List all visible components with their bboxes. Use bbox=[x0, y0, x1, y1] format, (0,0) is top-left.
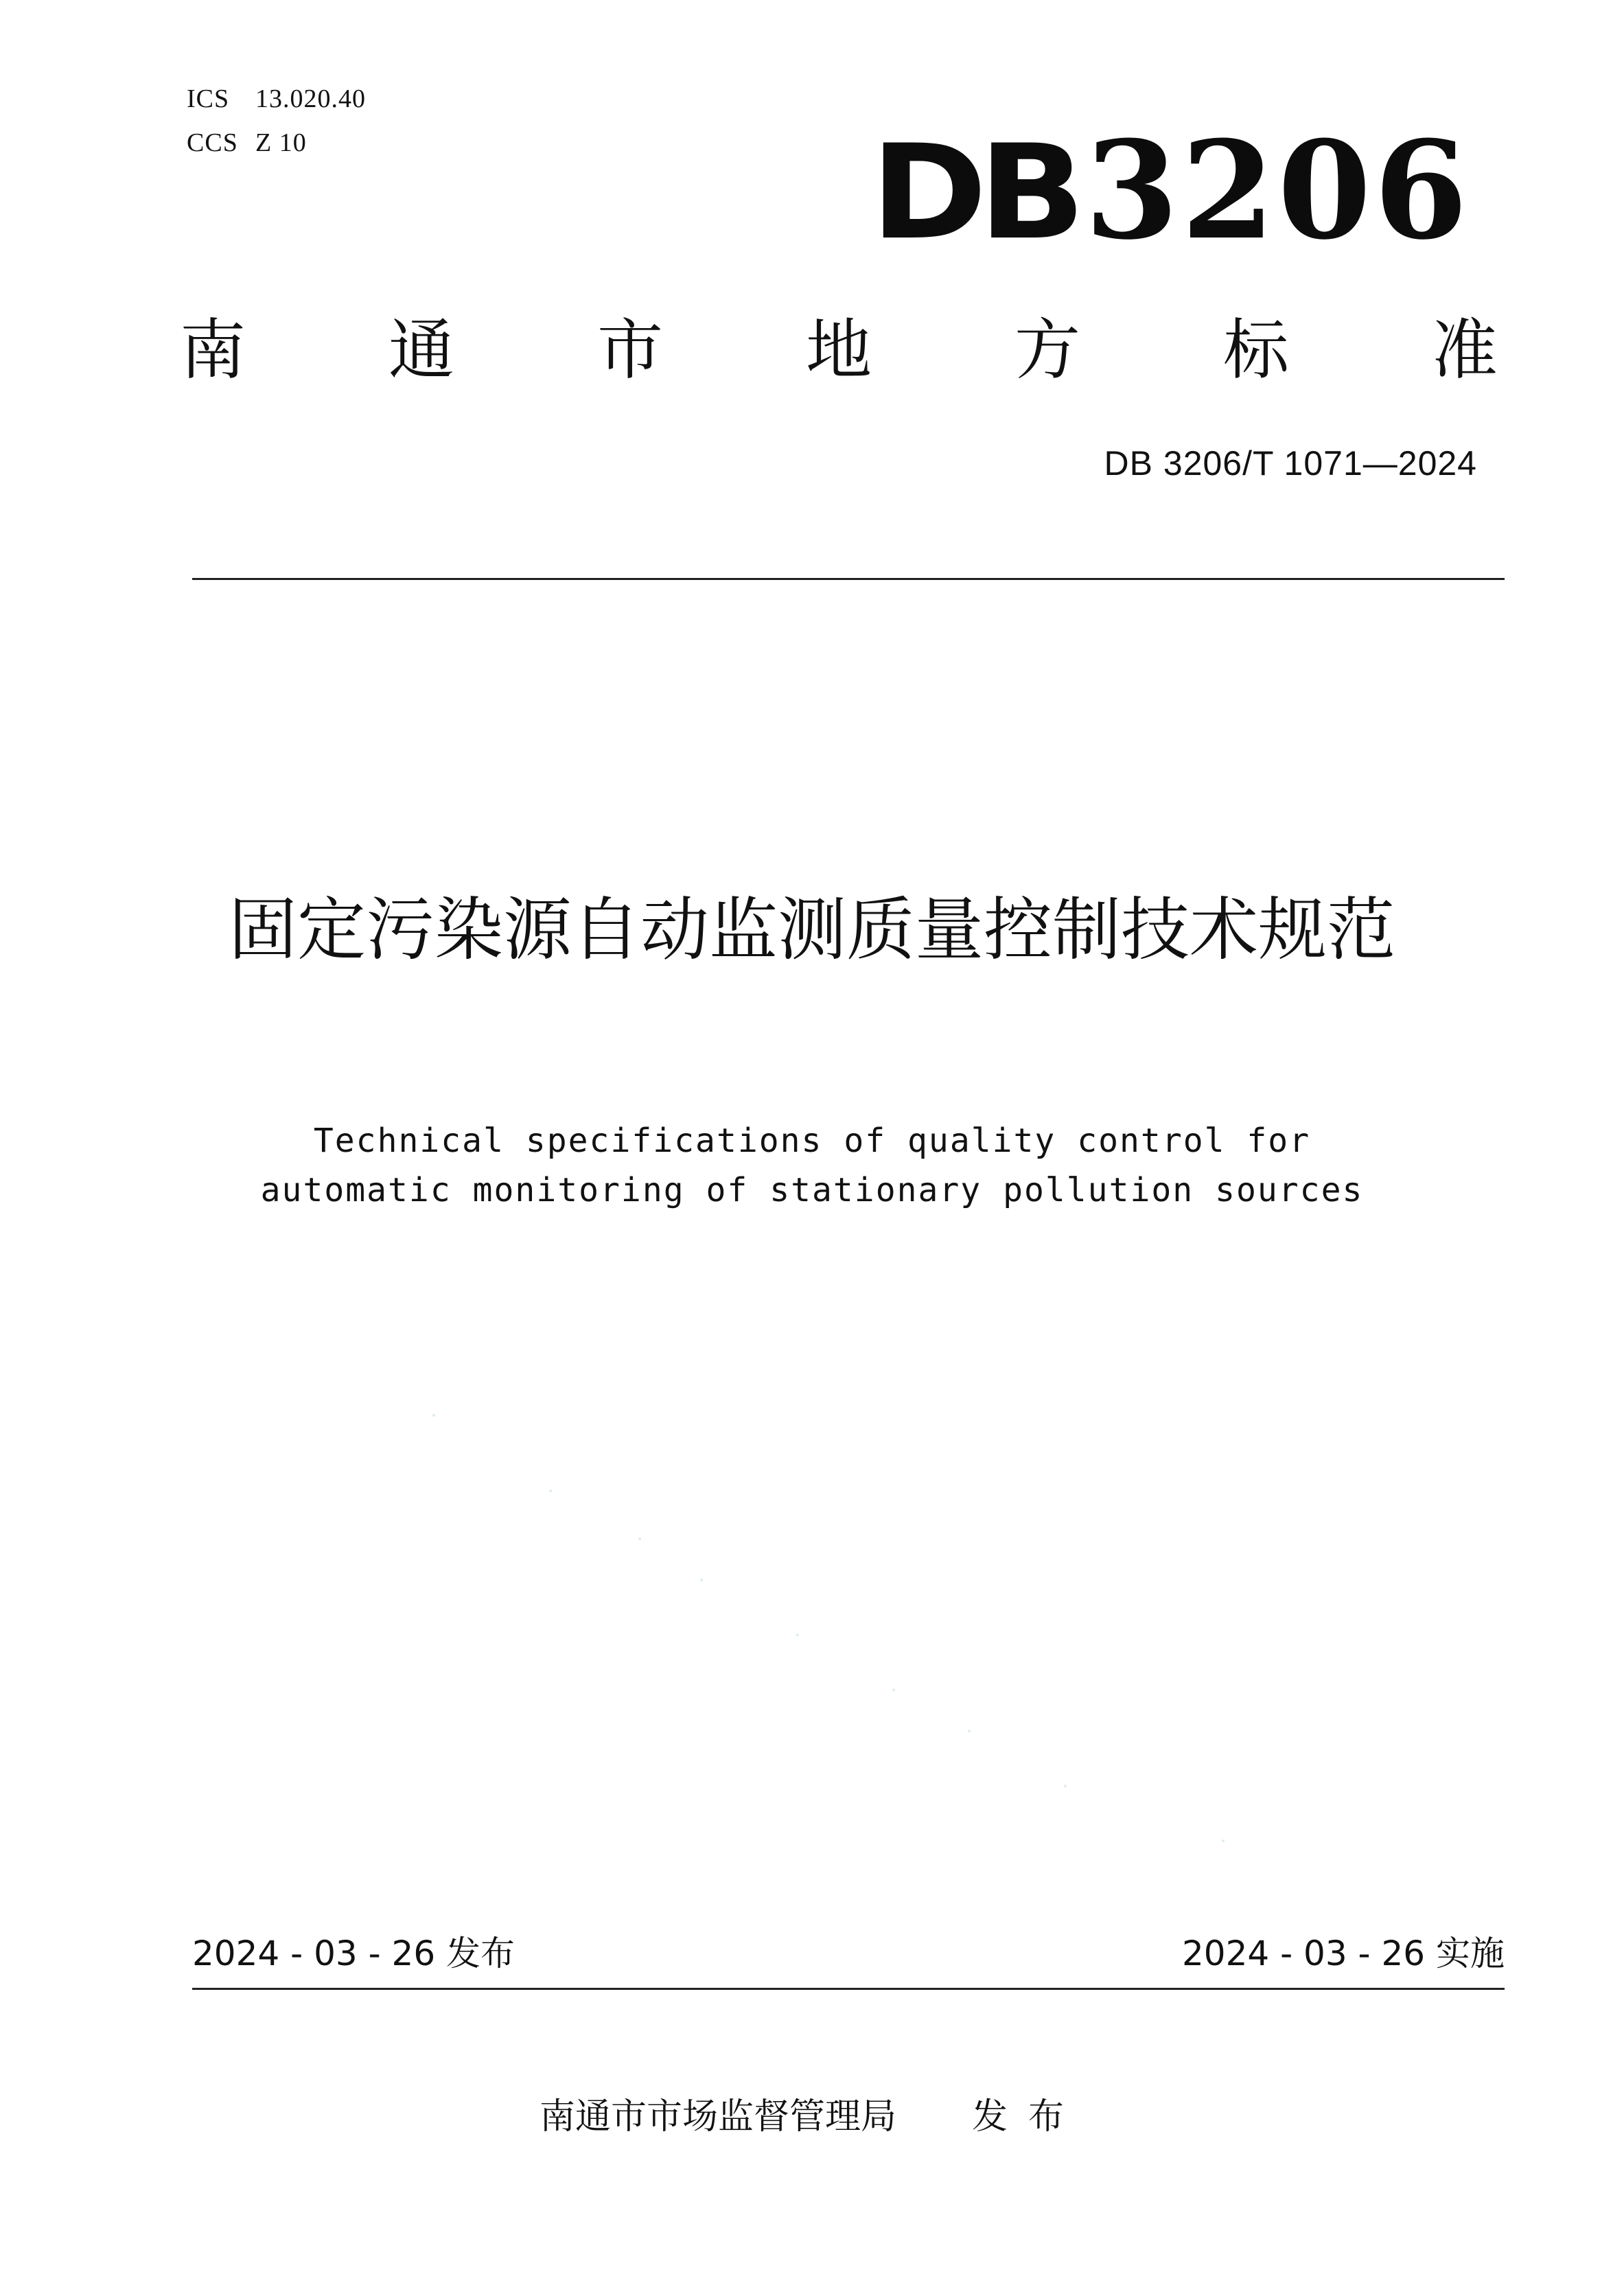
background-speckle bbox=[638, 1538, 641, 1540]
standard-code: DB 3206/T 1071—2024 bbox=[1104, 444, 1477, 483]
db-logo-letters: DB bbox=[870, 117, 1077, 268]
header-divider bbox=[192, 578, 1505, 580]
db-logo-number: 3206 bbox=[1084, 112, 1471, 270]
title-en-line-2: automatic monitoring of stationary pollution sources bbox=[260, 1171, 1364, 1209]
standard-type-char: 地 bbox=[806, 312, 872, 389]
background-speckle bbox=[549, 1489, 552, 1492]
ics-line bbox=[187, 77, 366, 121]
ics-label: ICS bbox=[187, 84, 230, 113]
ccs-label: CCS bbox=[187, 128, 238, 157]
ics-value: 13.020.40 bbox=[255, 84, 366, 113]
standard-type-char: 标 bbox=[1223, 312, 1289, 389]
publisher-action: 发布 bbox=[972, 2096, 1085, 2137]
footer-divider bbox=[192, 1988, 1505, 1990]
publisher-name: 南通市市场监督管理局 bbox=[539, 2096, 896, 2137]
ccs-line bbox=[187, 121, 366, 165]
ccs-value: Z 10 bbox=[255, 128, 307, 157]
background-speckle bbox=[1222, 1840, 1225, 1842]
background-speckle bbox=[1064, 1785, 1067, 1787]
dates-row bbox=[192, 1927, 1505, 1980]
publisher-line bbox=[0, 2091, 1624, 2143]
release-date: 2024 - 03 - 26 发布 bbox=[192, 1934, 515, 1973]
standard-type-char: 通 bbox=[388, 312, 454, 389]
background-speckle bbox=[892, 1689, 895, 1691]
standard-type-heading bbox=[180, 309, 1498, 391]
classification-block bbox=[187, 77, 366, 165]
background-speckle bbox=[432, 1414, 435, 1417]
db-logo-mark bbox=[870, 112, 1471, 270]
standard-type-char: 准 bbox=[1432, 312, 1498, 389]
standard-type-char: 南 bbox=[180, 312, 246, 389]
implementation-date: 2024 - 03 - 26 实施 bbox=[1181, 1934, 1505, 1973]
document-title-cn: 固定污染源自动监测质量控制技术规范 bbox=[229, 890, 1395, 970]
background-speckle bbox=[700, 1579, 703, 1581]
standard-type-char: 方 bbox=[1014, 312, 1080, 389]
background-speckle bbox=[796, 1634, 799, 1636]
background-speckle bbox=[968, 1730, 971, 1732]
title-en-line-1: Technical specifications of quality control for bbox=[313, 1122, 1311, 1160]
document-title-en bbox=[0, 1116, 1624, 1215]
standard-type-char: 市 bbox=[597, 312, 663, 389]
